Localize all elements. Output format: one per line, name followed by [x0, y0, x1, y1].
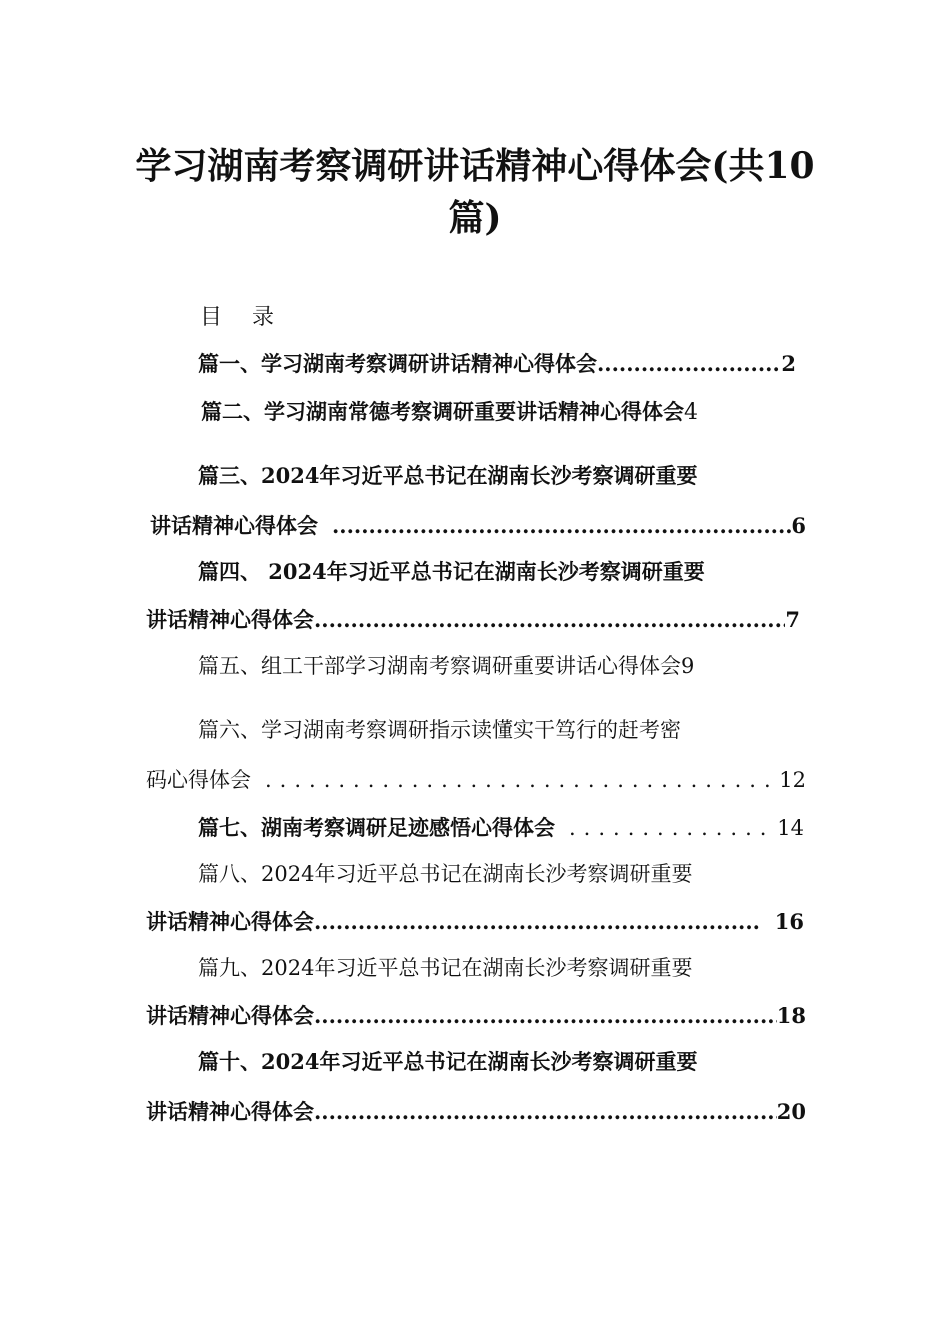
toc-entry-title-cont: 讲话精神心得体会	[150, 513, 318, 538]
toc-leader-dots	[314, 909, 761, 934]
toc-leader-dots	[332, 513, 791, 538]
toc-entry-10[interactable]	[198, 1046, 697, 1076]
toc-entry-title: 篇七、湖南考察调研足迹感悟心得体会	[198, 815, 555, 840]
toc-leader-dots	[314, 1003, 777, 1028]
toc-entry-4-cont[interactable]	[146, 604, 800, 634]
toc-entry-page: 16	[774, 909, 804, 934]
toc-entry-title-cont: 码心得体会	[146, 768, 251, 792]
toc-entry-5[interactable]	[198, 650, 808, 680]
toc-entry-page: 2	[781, 351, 796, 376]
toc-entry-title: 篇三、2024年习近平总书记在湖南长沙考察调研重要	[198, 463, 698, 488]
toc-entry-page: 4	[684, 400, 698, 425]
toc-entry-title: 篇五、组工干部学习湖南考察调研重要讲话心得体会	[198, 654, 681, 678]
toc-entry-2[interactable]	[201, 396, 807, 426]
toc-entry-page: 18	[776, 1003, 806, 1028]
toc-entry-8[interactable]	[198, 858, 692, 888]
toc-entry-6-cont[interactable]	[146, 764, 806, 794]
toc-entry-9-cont[interactable]	[146, 1000, 806, 1030]
toc-entry-7[interactable]	[198, 812, 804, 842]
toc-leader-dots	[597, 351, 781, 376]
toc-leader-dots	[314, 607, 785, 632]
toc-entry-page: 20	[776, 1099, 806, 1124]
toc-entry-9[interactable]	[198, 952, 692, 982]
toc-entry-page: 6	[791, 513, 806, 538]
toc-entry-title-cont: 讲话精神心得体会	[146, 1003, 314, 1028]
toc-leader-dots	[265, 768, 769, 792]
toc-entry-3[interactable]	[198, 460, 697, 490]
toc-entry-title: 篇二、学习湖南常德考察调研重要讲话精神心得体会	[201, 399, 684, 424]
toc-leader-dots	[314, 1099, 777, 1124]
toc-entry-10-cont[interactable]	[146, 1096, 806, 1126]
toc-entry-page: 7	[785, 607, 800, 632]
toc-entry-1[interactable]	[198, 348, 796, 378]
toc-entry-page: 14	[777, 816, 804, 840]
toc-entry-6[interactable]	[198, 714, 681, 744]
toc-entry-title-cont: 讲话精神心得体会	[146, 909, 314, 934]
toc-entry-title: 篇四、 2024年习近平总书记在湖南长沙考察调研重要	[198, 559, 705, 584]
toc-entry-title-cont: 讲话精神心得体会	[146, 1099, 314, 1124]
toc-entry-title: 篇九、2024年习近平总书记在湖南长沙考察调研重要	[198, 956, 693, 980]
toc-entry-8-cont[interactable]	[146, 906, 804, 936]
toc-entry-title: 篇八、2024年习近平总书记在湖南长沙考察调研重要	[198, 862, 693, 886]
document-title: 学习湖南考察调研讲话精神心得体会(共10篇)	[135, 145, 815, 239]
toc-heading: 目录	[200, 305, 305, 330]
toc-entry-title: 篇十、2024年习近平总书记在湖南长沙考察调研重要	[198, 1049, 698, 1074]
toc-entry-title: 篇一、学习湖南考察调研讲话精神心得体会	[198, 351, 597, 376]
toc-leader-dots	[569, 816, 773, 840]
toc-entry-title-cont: 讲话精神心得体会	[146, 607, 314, 632]
toc-entry-page: 12	[779, 768, 806, 792]
toc-entry-title: 篇六、学习湖南考察调研指示读懂实干笃行的赶考密	[198, 718, 681, 742]
toc-entry-page: 9	[681, 654, 695, 678]
toc-entry-4[interactable]	[198, 556, 705, 586]
toc-entry-3-cont[interactable]	[150, 510, 806, 540]
